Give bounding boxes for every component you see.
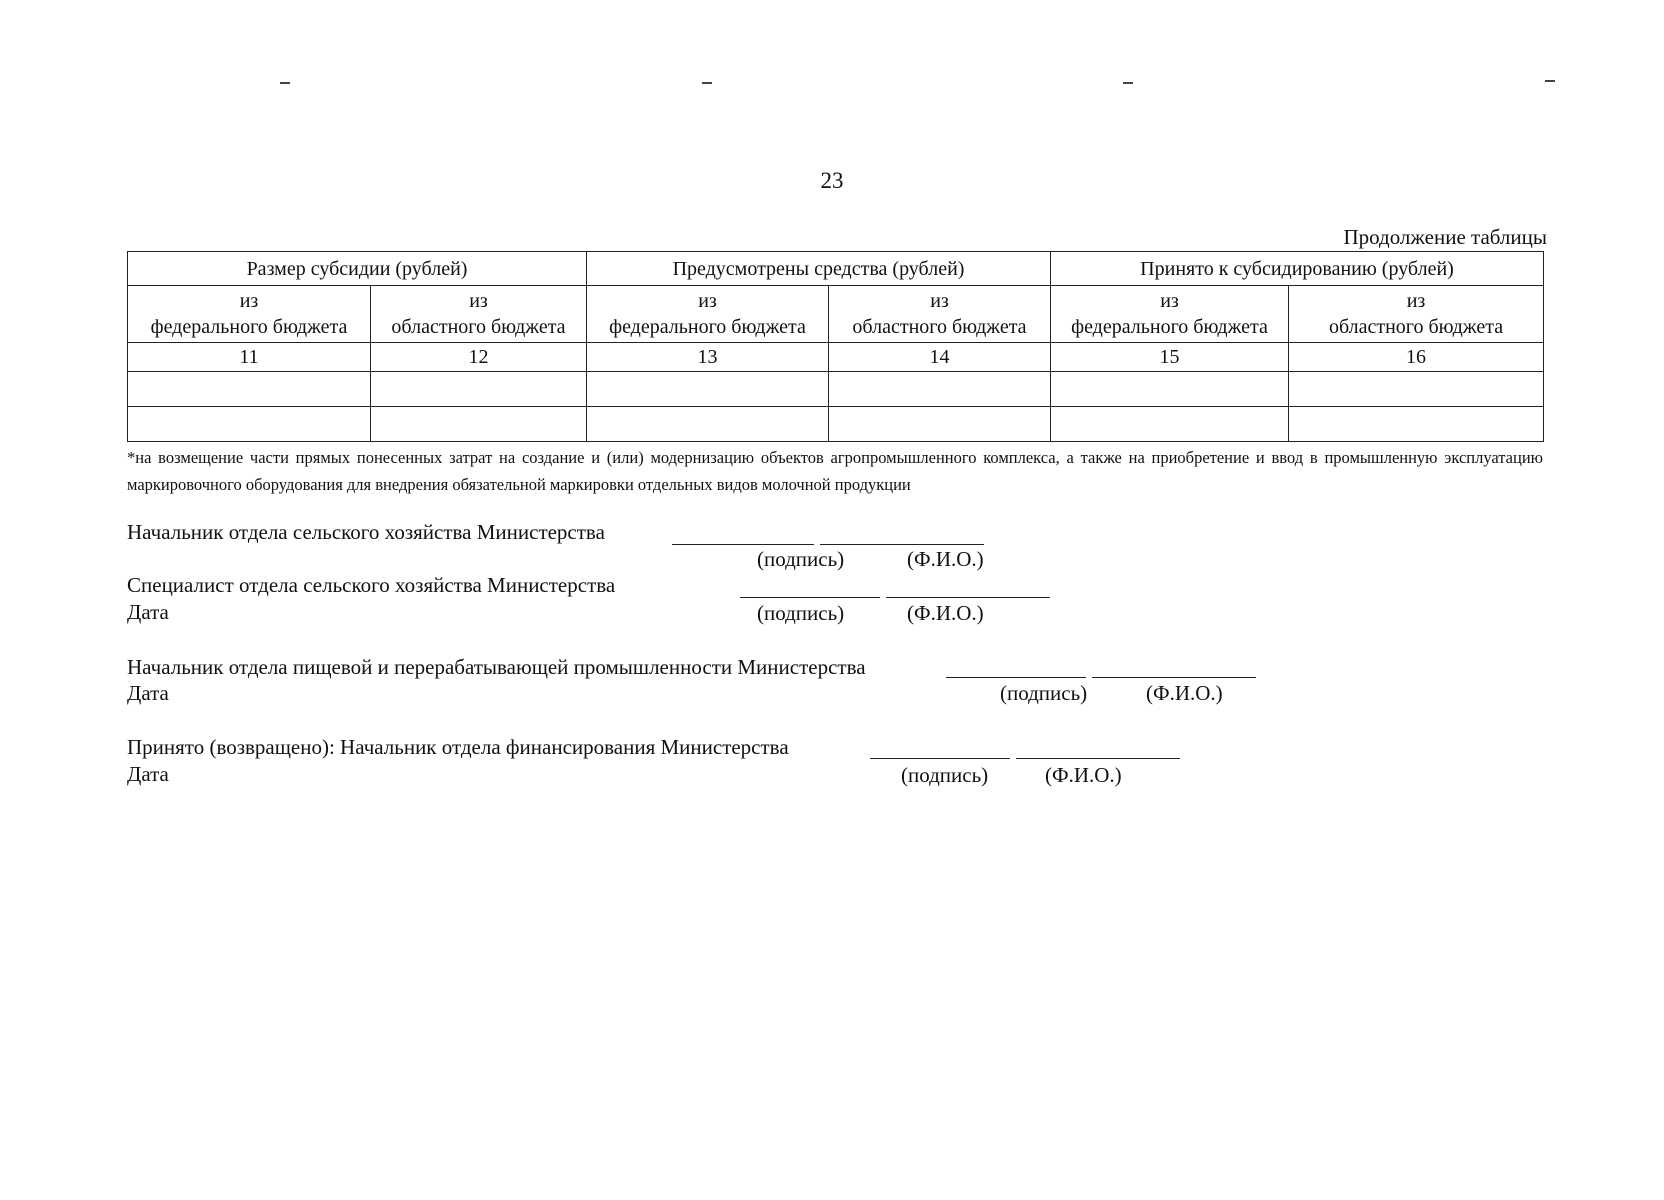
table-cell: [128, 372, 371, 407]
table-cell: [587, 407, 829, 442]
signature-line: [672, 544, 814, 545]
signature-caption: (подпись): [757, 547, 845, 571]
column-number: 12: [371, 343, 587, 372]
head-finance-label: Принято (возвращено): Начальник отдела финансирования Министерства: [127, 735, 789, 759]
sub-header-cell: [128, 286, 371, 343]
sub-header-prep: из: [698, 290, 717, 312]
name-line: [886, 597, 1050, 598]
sub-header-cell: [371, 286, 587, 343]
table-cell: [1289, 407, 1544, 442]
page-number: 23: [820, 168, 844, 193]
table-footnote: *на возмещение части прямых понесенных затрат на создание и (или) модернизацию объектов агропромышленного комплекса, а также на приобретение и ввод в промышленную эксплуатацию маркировочного оборудования для внедрения обязательной маркировки отдельных видов молочной продукции: [127, 448, 1543, 494]
table-cell: [829, 407, 1051, 442]
subsidy-table: [127, 251, 1544, 442]
group-header-accepted: Принято к субсидированию (рублей): [1051, 252, 1544, 286]
table-cell: [1051, 407, 1289, 442]
table-cell: [371, 407, 587, 442]
table-group-header-row: [128, 252, 1544, 286]
sub-header-text: областного бюджета: [391, 316, 566, 338]
table-cell: [371, 372, 587, 407]
column-number: 11: [128, 343, 371, 372]
table-row: [128, 372, 1544, 407]
table-sub-header-row: [128, 286, 1544, 343]
signature-line: [870, 758, 1010, 759]
table-cell: [587, 372, 829, 407]
column-number: 13: [587, 343, 829, 372]
sub-header-prep: из: [239, 290, 259, 312]
signature-line: [946, 677, 1086, 678]
sub-header-text: федерального бюджета: [1071, 316, 1268, 338]
column-number: 15: [1051, 343, 1289, 372]
date-label: Дата: [127, 762, 169, 786]
group-header-funds-provided: Предусмотрены средства (рублей): [587, 252, 1051, 286]
sub-header-text: областного бюджета: [852, 316, 1027, 338]
signature-caption: (подпись): [901, 763, 989, 787]
signature-caption: (подпись): [1000, 681, 1088, 705]
sub-header-prep: из: [469, 290, 488, 312]
sub-header-text: федерального бюджета: [609, 316, 806, 338]
date-label: Дата: [127, 600, 169, 624]
table-continuation-label: Продолжение таблицы: [1343, 225, 1547, 249]
column-number: 16: [1289, 343, 1544, 372]
signature-line: [740, 597, 880, 598]
sub-header-cell: [829, 286, 1051, 343]
scan-mark: [1545, 80, 1555, 82]
table-cell: [1289, 372, 1544, 407]
name-line: [1092, 677, 1256, 678]
date-label: Дата: [127, 681, 169, 705]
group-header-subsidy-size: Размер субсидии (рублей): [128, 252, 587, 286]
name-caption: (Ф.И.О.): [1045, 763, 1122, 787]
scan-mark: [702, 82, 712, 84]
name-caption: (Ф.И.О.): [907, 547, 984, 571]
sub-header-cell: [1289, 286, 1544, 343]
head-agriculture-label: Начальник отдела сельского хозяйства Министерства: [127, 520, 605, 544]
table-cell: [1051, 372, 1289, 407]
sub-header-prep: из: [930, 290, 949, 312]
sub-header-cell: [1051, 286, 1289, 343]
name-line: [820, 544, 984, 545]
scan-mark: [280, 82, 290, 84]
sub-header-prep: из: [1160, 290, 1179, 312]
specialist-agriculture-label: Специалист отдела сельского хозяйства Министерства: [127, 573, 616, 597]
table-column-number-row: [128, 343, 1544, 372]
sub-header-cell: [587, 286, 829, 343]
sub-header-text: областного бюджета: [1328, 316, 1504, 338]
name-caption: (Ф.И.О.): [907, 601, 984, 625]
table-cell: [829, 372, 1051, 407]
signature-caption: (подпись): [757, 601, 845, 625]
sub-header-text: федерального бюджета: [150, 316, 348, 338]
table-cell: [128, 407, 371, 442]
column-number: 14: [829, 343, 1051, 372]
scan-mark: [1123, 82, 1133, 84]
name-caption: (Ф.И.О.): [1146, 681, 1223, 705]
table-row: [128, 407, 1544, 442]
head-food-industry-label: Начальник отдела пищевой и перерабатывающей промышленности Министерства: [127, 655, 866, 679]
name-line: [1016, 758, 1180, 759]
sub-header-prep: из: [1406, 290, 1426, 312]
